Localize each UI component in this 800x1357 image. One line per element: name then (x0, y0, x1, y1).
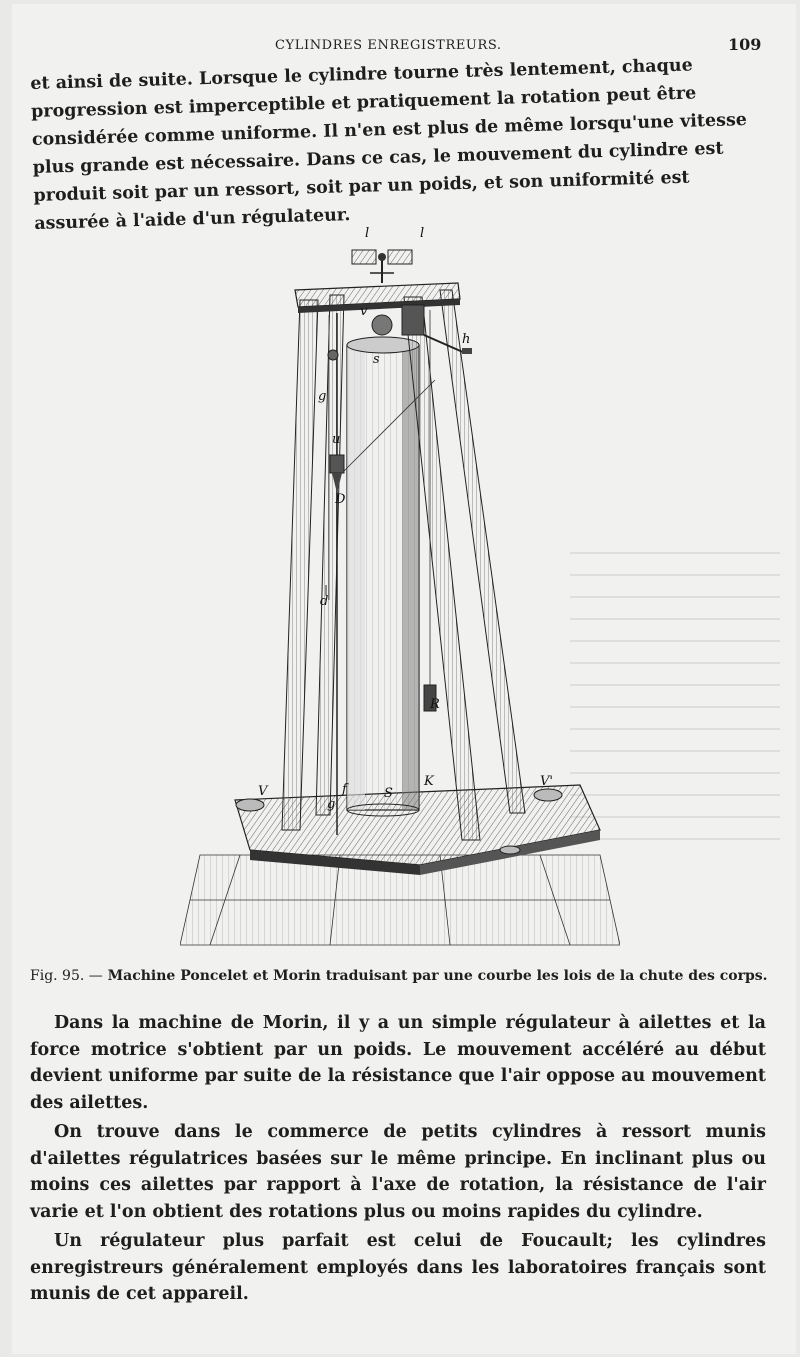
label-h: h (462, 332, 471, 347)
running-title: CYLINDRES ENREGISTREURS. (275, 38, 502, 53)
label-g-bottom: g (327, 797, 336, 812)
label-g: g (318, 389, 327, 404)
label-d-upper: D (335, 492, 346, 507)
figure-number: Fig. 95. — (30, 968, 103, 984)
label-r: R (430, 697, 440, 712)
figure-95-engraving (180, 215, 620, 955)
morin-machine-illustration (180, 215, 620, 955)
paragraph-foucault: Un régulateur plus parfait est celui de Foucault; les cylindres enregistreurs généralement employés dans les laboratoires français sont munis de cet appareil. (30, 1231, 766, 1304)
label-s-bottom: S (384, 786, 393, 801)
fan-regulator (352, 250, 412, 283)
paragraph-spring-cylinders: On trouve dans le commerce de petits cylindres à ressort munis d'ailettes régulatrices basées sur le même principe. En inclinant plus ou moins ces ailettes par rapport à l'axe de rotation, la résistance de l'air varie et l'on obtient des rotations plus ou moins rapides du cylindre. (30, 1122, 766, 1222)
body-text (30, 1010, 766, 1308)
frame-leg-front-left (282, 300, 318, 830)
label-d: d (320, 594, 329, 609)
page-number: 109 (728, 35, 762, 54)
figure-caption-text: Machine Poncelet et Morin traduisant par une courbe les lois de la chute des corps. (107, 968, 768, 984)
top-paragraph: et ainsi de suite. Lorsque le cylindre tourne très lentement, chaque progression est imperceptible et pratiquement la rotation peut être considérée comme uniforme. Il n'en est plus de même lorsqu'une vitesse plus grande est nécessaire. Dans ce cas, le mouvement du cylindre est produit soit par un ressort, soit par un poids, et son uniformité est assurée à l'aide d'un régulateur. (30, 55, 748, 234)
frame-leg-back-left (316, 295, 344, 815)
label-v-right: V' (540, 774, 553, 789)
paragraph-morin: Dans la machine de Morin, il y a un simple régulateur à ailettes et la force motrice s'obtient par un poids. Le mouvement accéléré au début devient uniforme par suite de la résistance que l'air oppose au mouvement des ailettes. (30, 1013, 766, 1113)
label-k: K (424, 774, 434, 789)
figure-caption (30, 968, 770, 984)
label-s-top: s (373, 352, 380, 367)
label-v-left: V (258, 784, 268, 799)
label-l-right: l (420, 226, 425, 241)
label-f: f (342, 782, 347, 797)
label-v: v (360, 304, 368, 319)
label-l-left: l (365, 226, 370, 241)
label-u: u (332, 432, 341, 447)
